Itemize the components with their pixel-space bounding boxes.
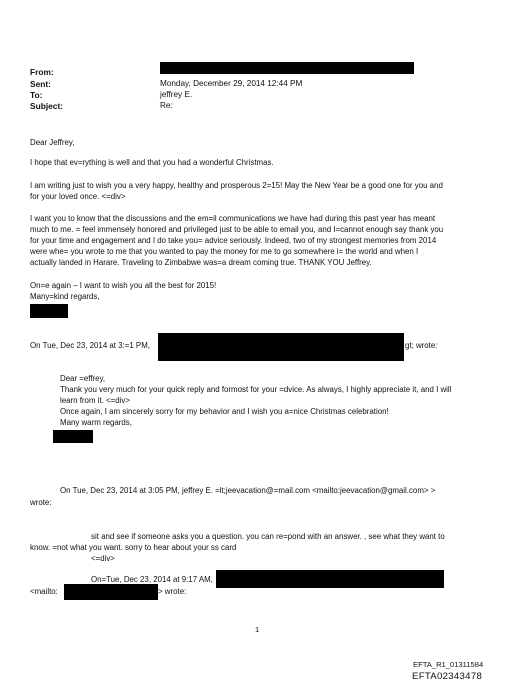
redaction-quote4-email [64, 584, 158, 600]
paragraph-3-line-3: for your time and engagement and I do take you= advice seriously. Indeed, two of my strongest memories from 2014 [30, 236, 437, 245]
paragraph-2-line-1: I am writing just to wish you a very happy, healthy and prosperous 2=15! May the New Year be a good one for you and [30, 181, 443, 190]
from-label: From: [30, 67, 54, 77]
quote3-div: <=div> [91, 554, 115, 563]
subject-label: Subject: [30, 101, 64, 111]
quote4-mailto: <mailto: [30, 587, 58, 596]
redaction-from [160, 62, 414, 74]
paragraph-2-line-2: for your loved once. <=div> [30, 192, 126, 201]
to-label: To: [30, 90, 43, 100]
paragraph-3-line-5: actually landed in Harare. Traveling to Zimbabwe was=a dream coming true. THANK YOU Jeffrey. [30, 258, 372, 267]
quote1-line-3: Once again, I am sincerely sorry for my behavior and I wish you a=nice Christmas celebration! [60, 407, 389, 416]
quote1-header-prefix: On Tue, Dec 23, 2014 at 3:=1 PM, [30, 341, 150, 350]
redaction-quote1-signature [53, 430, 93, 443]
greeting: Dear Jeffrey, [30, 138, 75, 147]
paragraph-3-line-1: I want you to know that the discussions and the em=il communications we have had during this past year has meant [30, 214, 436, 223]
redaction-quote4-sender [216, 570, 444, 588]
page-number: 1 [255, 625, 260, 634]
to-value: jeffrey E. [160, 90, 193, 99]
paragraph-3-line-2: much to me. = feel immensely honored and privileged just to be able to email you, and I=cannot enough say thank you [30, 225, 444, 234]
subject-value: Re: [160, 101, 173, 110]
quote2-header: On Tue, Dec 23, 2014 at 3:05 PM, jeffrey E. =lt;jeevacation@=mail.com <mailto:jeevacation@gmail.com> > [60, 486, 436, 495]
closing: Many=kind regards, [30, 292, 100, 301]
quote3-line-2: know. =not what you want. sorry to hear about your ss card [30, 543, 237, 552]
quote3-line-1: sit and see if someone asks you a question. you can re=pond with an answer. , see what they want to [91, 532, 445, 541]
quote1-greeting: Dear =effrey, [60, 374, 106, 383]
document-id-1: EFTA_R1_01311584 [413, 660, 484, 669]
sent-label: Sent: [30, 79, 51, 89]
quote1-header-suffix: gt; wrote: [405, 341, 438, 350]
paragraph-1: I hope that ev=rything is well and that you had a wonderful Christmas. [30, 158, 274, 167]
redaction-quote1-sender [158, 333, 404, 361]
quote4-header-prefix: On=Tue, Dec 23, 2014 at 9:17 AM, [91, 575, 213, 584]
sent-value: Monday, December 29, 2014 12:44 PM [160, 79, 303, 88]
paragraph-3-line-4: were whe= you wrote to me that you wanted to pay the money for me to go somewhere i= the world and when I [30, 247, 419, 256]
document-id-2: EFTA02343478 [412, 671, 483, 682]
quote1-closing: Many warm regards, [60, 418, 132, 427]
quote4-wrote: > wrote: [158, 587, 187, 596]
redaction-signature [30, 304, 68, 318]
quote1-line-1: Thank you very much for your quick reply and formost for your =dvice. As always, I highly appreciate it, and I will [60, 385, 452, 394]
paragraph-4: On=e again – I want to wish you all the best for 2015! [30, 281, 217, 290]
quote2-wrote: wrote: [30, 498, 52, 507]
quote1-line-2: learn from it. <=div> [60, 396, 130, 405]
